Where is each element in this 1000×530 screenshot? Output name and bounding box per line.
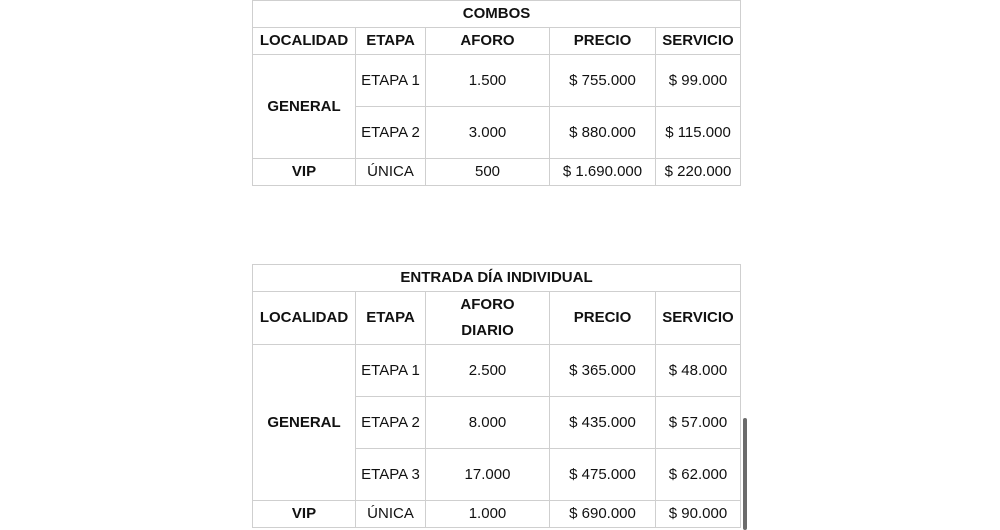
header-row bbox=[253, 292, 741, 345]
cell-localidad: GENERAL bbox=[253, 345, 356, 501]
table-title: ENTRADA DÍA INDIVIDUAL bbox=[253, 265, 741, 292]
cell-etapa: ETAPA 2 bbox=[356, 397, 426, 449]
cell-aforo: 2.500 bbox=[426, 345, 550, 397]
cell-precio: $ 880.000 bbox=[550, 107, 656, 159]
header-localidad: LOCALIDAD bbox=[253, 28, 356, 55]
cell-etapa: ETAPA 3 bbox=[356, 449, 426, 501]
cell-precio: $ 690.000 bbox=[550, 501, 656, 528]
header-etapa: ETAPA bbox=[356, 292, 426, 345]
table-row bbox=[253, 55, 741, 107]
header-precio: PRECIO bbox=[550, 28, 656, 55]
header-precio: PRECIO bbox=[550, 292, 656, 345]
cell-aforo: 17.000 bbox=[426, 449, 550, 501]
cell-localidad: VIP bbox=[253, 501, 356, 528]
table-row bbox=[253, 345, 741, 397]
cell-localidad: VIP bbox=[253, 159, 356, 186]
entrada-dia-individual-table bbox=[252, 264, 741, 528]
cell-aforo: 1.500 bbox=[426, 55, 550, 107]
header-servicio: SERVICIO bbox=[656, 292, 741, 345]
cell-servicio: $ 57.000 bbox=[656, 397, 741, 449]
cell-aforo: 1.000 bbox=[426, 501, 550, 528]
cell-servicio: $ 48.000 bbox=[656, 345, 741, 397]
cell-precio: $ 755.000 bbox=[550, 55, 656, 107]
cell-precio: $ 435.000 bbox=[550, 397, 656, 449]
header-etapa: ETAPA bbox=[356, 28, 426, 55]
header-servicio: SERVICIO bbox=[656, 28, 741, 55]
cell-precio: $ 475.000 bbox=[550, 449, 656, 501]
cell-servicio: $ 62.000 bbox=[656, 449, 741, 501]
cell-servicio: $ 220.000 bbox=[656, 159, 741, 186]
cell-precio: $ 365.000 bbox=[550, 345, 656, 397]
cell-aforo: 8.000 bbox=[426, 397, 550, 449]
table-row bbox=[253, 501, 741, 528]
cell-etapa: ÚNICA bbox=[356, 501, 426, 528]
cell-etapa: ETAPA 1 bbox=[356, 345, 426, 397]
table-title: COMBOS bbox=[253, 1, 741, 28]
cell-precio: $ 1.690.000 bbox=[550, 159, 656, 186]
cell-servicio: $ 90.000 bbox=[656, 501, 741, 528]
cell-aforo: 3.000 bbox=[426, 107, 550, 159]
cell-etapa: ETAPA 1 bbox=[356, 55, 426, 107]
cell-aforo: 500 bbox=[426, 159, 550, 186]
header-localidad: LOCALIDAD bbox=[253, 292, 356, 345]
cell-servicio: $ 115.000 bbox=[656, 107, 741, 159]
table-row bbox=[253, 159, 741, 186]
combos-table bbox=[252, 0, 741, 186]
cell-servicio: $ 99.000 bbox=[656, 55, 741, 107]
header-aforo: AFORO bbox=[426, 28, 550, 55]
cell-etapa: ÚNICA bbox=[356, 159, 426, 186]
cell-localidad: GENERAL bbox=[253, 55, 356, 159]
header-row bbox=[253, 28, 741, 55]
header-aforo-diario: AFORO DIARIO bbox=[426, 292, 550, 345]
vertical-scrollbar[interactable] bbox=[743, 418, 747, 530]
cell-etapa: ETAPA 2 bbox=[356, 107, 426, 159]
